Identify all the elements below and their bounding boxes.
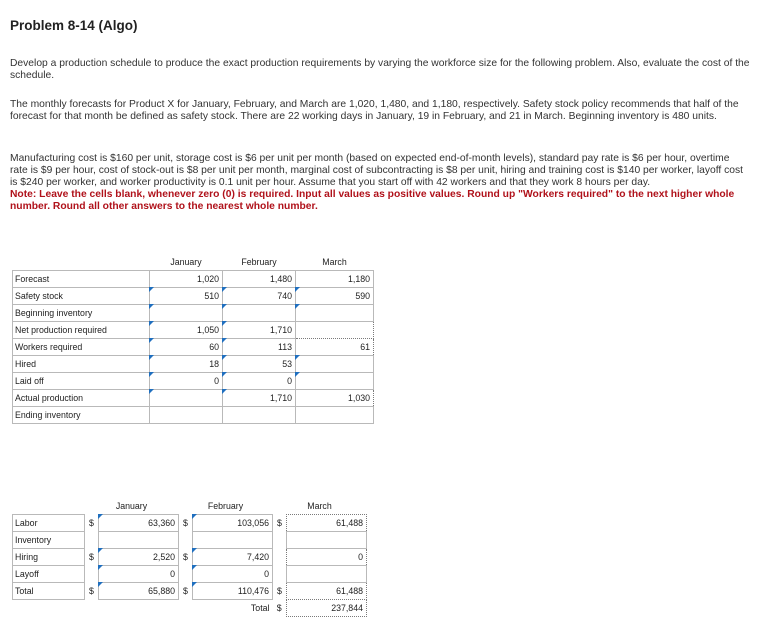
hired-mar-input[interactable] bbox=[296, 356, 374, 373]
row-forecast bbox=[13, 271, 374, 288]
instructions-paragraph: Develop a production schedule to produce the exact production requirements by varying the workforce size for the following problem. Also, evaluate the cost of the schedule. bbox=[10, 58, 750, 81]
laid-off-jan-input[interactable]: 0 bbox=[150, 373, 223, 390]
page-title: Problem 8-14 (Algo) bbox=[10, 18, 138, 33]
row-total bbox=[13, 583, 367, 600]
labor-mar-input[interactable]: 61,488 bbox=[287, 515, 367, 532]
row-label: Laid off bbox=[13, 373, 150, 390]
currency-symbol: $ bbox=[89, 552, 94, 562]
note-text: Note: Leave the cells blank, whenever zero (0) is required. Input all values as positive values. Round up "Workers required" to the next higher whole number. Round all other answers to the nearest whole number. bbox=[10, 189, 735, 212]
row-label: Labor bbox=[13, 515, 85, 532]
ending-inventory-feb-input[interactable] bbox=[223, 407, 296, 424]
production-schedule-table bbox=[12, 254, 374, 424]
row-layoff bbox=[13, 566, 367, 583]
net-production-feb-input[interactable]: 1,710 bbox=[223, 322, 296, 339]
workers-required-feb-input[interactable]: 113 bbox=[223, 339, 296, 356]
currency-symbol: $ bbox=[277, 518, 282, 528]
hiring-mar-input[interactable]: 0 bbox=[287, 549, 367, 566]
row-label: Hired bbox=[13, 356, 150, 373]
inventory-mar-input[interactable] bbox=[287, 532, 367, 549]
forecast-mar: 1,180 bbox=[296, 271, 374, 288]
header-march: March bbox=[307, 501, 332, 511]
forecast-paragraph: The monthly forecasts for Product X for January, February, and March are 1,020, 1,480, and 1,180, respectively. Safety stock policy recommends that half of the forecast for that month be defined as safety stock. There are 22 working days in January, 19 in February, and 21 in March. Beginning inventory is 480 units. bbox=[10, 99, 739, 122]
row-grand-total bbox=[13, 600, 367, 617]
row-label: Forecast bbox=[13, 271, 150, 288]
workers-required-jan-input[interactable]: 60 bbox=[150, 339, 223, 356]
hiring-jan-input[interactable]: 2,520 bbox=[99, 549, 179, 566]
safety-stock-mar-input[interactable]: 590 bbox=[296, 288, 374, 305]
row-label: Inventory bbox=[13, 532, 85, 549]
cost-table bbox=[12, 498, 367, 617]
row-label: Total bbox=[13, 583, 85, 600]
row-label: Workers required bbox=[13, 339, 150, 356]
row-label: Layoff bbox=[13, 566, 85, 583]
currency-symbol: $ bbox=[89, 586, 94, 596]
row-label: Ending inventory bbox=[13, 407, 150, 424]
layoff-jan-input[interactable]: 0 bbox=[99, 566, 179, 583]
actual-production-jan-input[interactable] bbox=[150, 390, 223, 407]
cost-paragraph bbox=[10, 153, 750, 213]
currency-symbol: $ bbox=[183, 586, 188, 596]
row-laid-off bbox=[13, 373, 374, 390]
ending-inventory-mar-input[interactable] bbox=[296, 407, 374, 424]
row-label: Actual production bbox=[13, 390, 150, 407]
actual-production-feb-input[interactable]: 1,710 bbox=[223, 390, 296, 407]
beginning-inventory-jan-input[interactable] bbox=[150, 305, 223, 322]
row-inventory bbox=[13, 532, 367, 549]
labor-jan-input[interactable]: 63,360 bbox=[99, 515, 179, 532]
hiring-feb-input[interactable]: 7,420 bbox=[193, 549, 273, 566]
row-actual-production bbox=[13, 390, 374, 407]
row-net-production bbox=[13, 322, 374, 339]
forecast-jan: 1,020 bbox=[150, 271, 223, 288]
grand-total-label: Total bbox=[250, 603, 270, 614]
header-february: February bbox=[241, 257, 277, 267]
row-label: Net production required bbox=[13, 322, 150, 339]
header-january: January bbox=[115, 501, 148, 511]
net-production-mar-input[interactable] bbox=[296, 322, 374, 339]
laid-off-mar-input[interactable] bbox=[296, 373, 374, 390]
row-ending-inventory bbox=[13, 407, 374, 424]
beginning-inventory-feb-input[interactable] bbox=[223, 305, 296, 322]
laid-off-feb-input[interactable]: 0 bbox=[223, 373, 296, 390]
row-label: Hiring bbox=[13, 549, 85, 566]
currency-symbol: $ bbox=[277, 586, 282, 596]
labor-feb-input[interactable]: 103,056 bbox=[193, 515, 273, 532]
workers-required-mar-input[interactable]: 61 bbox=[296, 339, 374, 356]
currency-symbol: $ bbox=[183, 552, 188, 562]
ending-inventory-jan-input[interactable] bbox=[150, 407, 223, 424]
forecast-feb: 1,480 bbox=[223, 271, 296, 288]
row-labor bbox=[13, 515, 367, 532]
currency-symbol: $ bbox=[276, 603, 282, 613]
row-label: Beginning inventory bbox=[13, 305, 150, 322]
header-february: February bbox=[207, 501, 244, 511]
row-hired bbox=[13, 356, 374, 373]
hired-jan-input[interactable]: 18 bbox=[150, 356, 223, 373]
header-january: January bbox=[170, 257, 202, 267]
row-label: Safety stock bbox=[13, 288, 150, 305]
net-production-jan-input[interactable]: 1,050 bbox=[150, 322, 223, 339]
safety-stock-feb-input[interactable]: 740 bbox=[223, 288, 296, 305]
inventory-feb-input[interactable] bbox=[193, 532, 273, 549]
layoff-mar-input[interactable] bbox=[287, 566, 367, 583]
beginning-inventory-mar-input[interactable] bbox=[296, 305, 374, 322]
currency-symbol: $ bbox=[89, 518, 94, 528]
hired-feb-input[interactable]: 53 bbox=[223, 356, 296, 373]
row-workers-required bbox=[13, 339, 374, 356]
row-beginning-inventory bbox=[13, 305, 374, 322]
cost-text: Manufacturing cost is $160 per unit, storage cost is $6 per unit per month (based on expected end-of-month levels), standard pay rate is $6 per hour, overtime rate is $9 per hour, cost of stock-out is $8 per unit per month, marginal cost of subcontracting is $8 per unit, hiring and training cost is $140 per worker, layoff cost is $240 per worker, and worker productivity is 0.1 unit per hour. Assume that you start off with 42 workers and that they work 8 hours per day. bbox=[10, 153, 743, 188]
total-jan-input[interactable]: 65,880 bbox=[99, 583, 179, 600]
row-safety-stock bbox=[13, 288, 374, 305]
layoff-feb-input[interactable]: 0 bbox=[193, 566, 273, 583]
header-march: March bbox=[322, 257, 347, 267]
total-feb-input[interactable]: 110,476 bbox=[193, 583, 273, 600]
grand-total-input[interactable]: 237,844 bbox=[287, 600, 367, 617]
row-hiring bbox=[13, 549, 367, 566]
inventory-jan-input[interactable] bbox=[99, 532, 179, 549]
currency-symbol: $ bbox=[183, 518, 188, 528]
actual-production-mar-input[interactable]: 1,030 bbox=[296, 390, 374, 407]
total-mar-input[interactable]: 61,488 bbox=[287, 583, 367, 600]
safety-stock-jan-input[interactable]: 510 bbox=[150, 288, 223, 305]
